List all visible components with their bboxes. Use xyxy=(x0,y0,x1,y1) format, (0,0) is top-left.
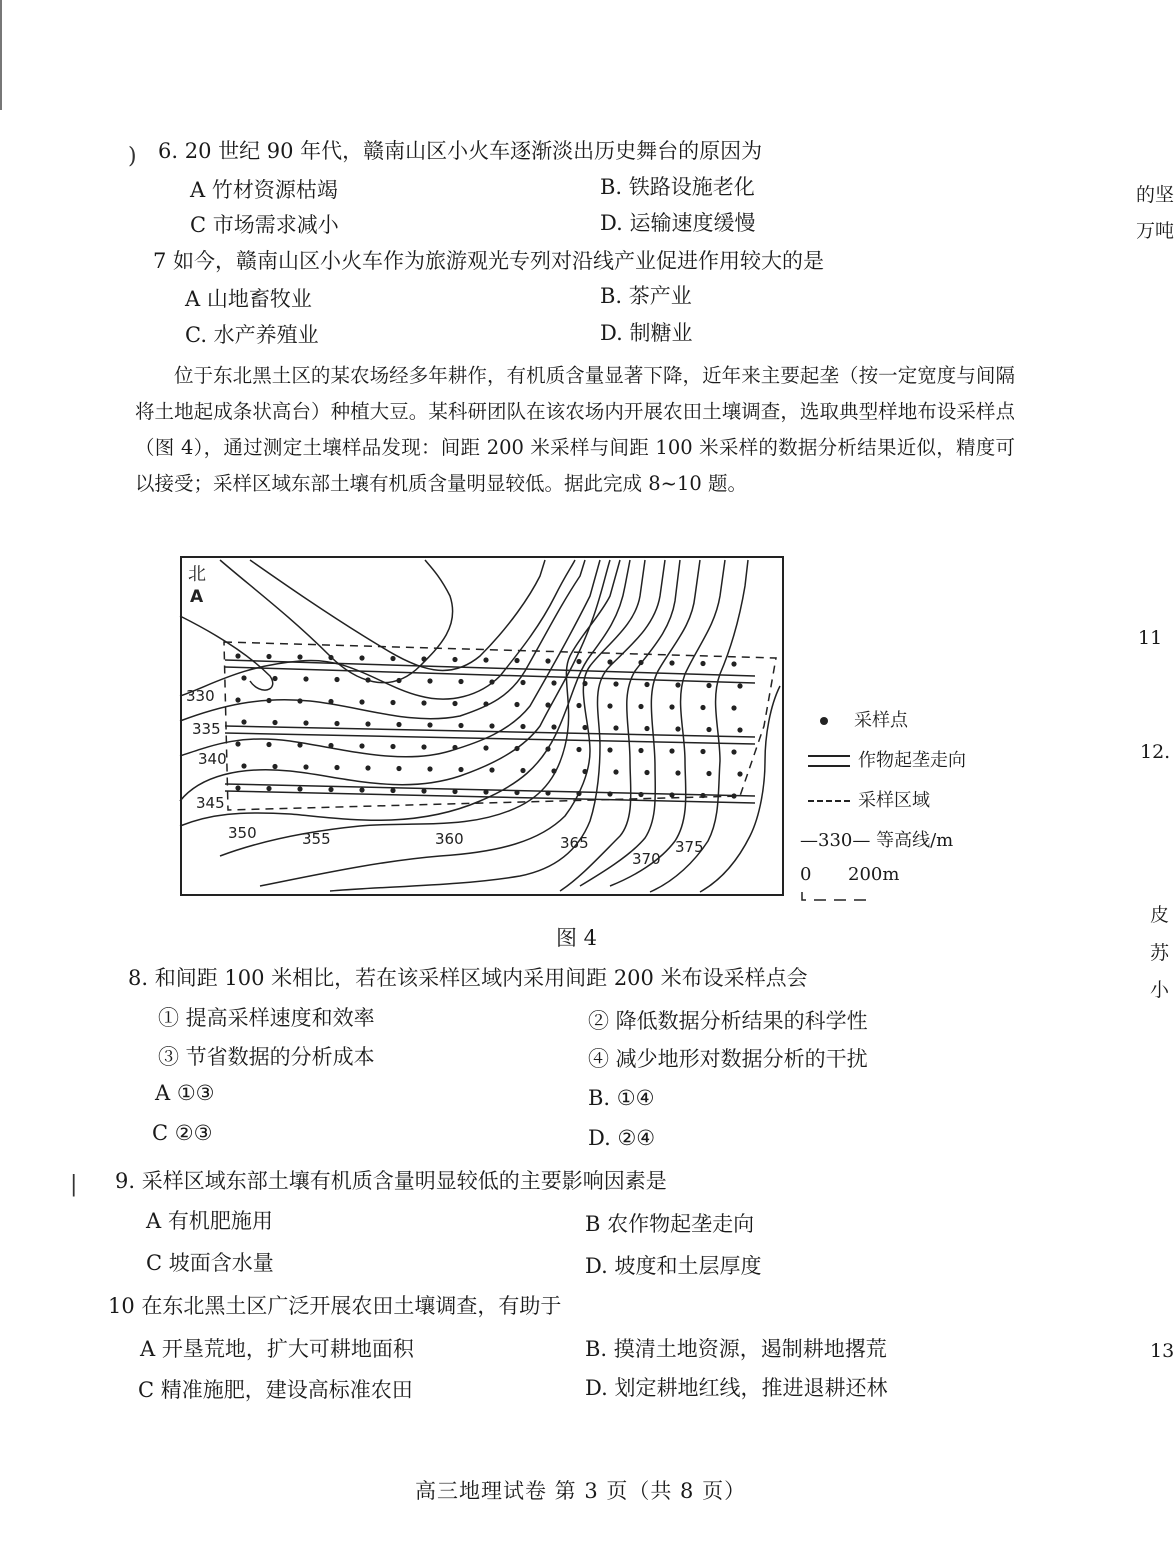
sample-point xyxy=(235,653,240,658)
sample-point xyxy=(551,724,556,729)
question-6-stem: 6. 20 世纪 90 年代，赣南山区小火车逐渐淡出历史舞台的原因为 xyxy=(158,139,763,163)
sample-point xyxy=(545,702,550,707)
sample-point xyxy=(638,748,643,753)
ridge-icon xyxy=(808,755,850,767)
sample-point xyxy=(452,657,457,662)
sample-point xyxy=(551,768,556,773)
sample-point xyxy=(365,677,370,682)
sample-point xyxy=(551,680,556,685)
q6-option-a[interactable]: A 竹材资源枯竭 xyxy=(190,178,338,202)
sample-point xyxy=(514,746,519,751)
q6-option-d[interactable]: D. 运输速度缓慢 xyxy=(600,211,756,235)
sample-point xyxy=(582,725,587,730)
q8-option-a[interactable]: A ①③ xyxy=(155,1081,215,1105)
sample-point xyxy=(737,727,742,732)
edge-fragment: 11 xyxy=(1138,627,1163,649)
sample-point xyxy=(427,766,432,771)
sample-point xyxy=(545,790,550,795)
sample-point xyxy=(297,742,302,747)
sample-point xyxy=(731,749,736,754)
sample-point xyxy=(607,791,612,796)
sample-point xyxy=(427,722,432,727)
passage-text: 位于东北黑土区的某农场经多年耕作，有机质含量显著下降，近年来主要起垄（按一定宽度与间隔将土地起成条状高台）种植大豆。某科研团队在该农场内开展农田土壤调查，选取典型样地布设采样点（图 4），通过测定土壤样品发现：间距 200 米采样与间距 100 米采样的数据分析结果近似，精度可以接受；采样区域东部土壤有机质含量明显较低。据此完成 8~10 题。 xyxy=(135,364,1015,495)
contour-label: 345 xyxy=(196,794,225,812)
contour-label: 375 xyxy=(675,838,704,856)
q9-option-c[interactable]: C 坡面含水量 xyxy=(146,1251,274,1275)
sample-point xyxy=(737,771,742,776)
sample-point xyxy=(545,746,550,751)
passage xyxy=(135,358,1015,502)
question-8-stem: 8. 和间距 100 米相比，若在该采样区域内采用间距 200 米布设采样点会 xyxy=(128,966,808,990)
edge-fragment: 12. xyxy=(1140,741,1171,763)
sample-point xyxy=(706,683,711,688)
sample-point xyxy=(520,768,525,773)
sample-point xyxy=(607,659,612,664)
sample-point xyxy=(514,658,519,663)
contour-label: 350 xyxy=(228,824,257,842)
contour-label: 330 xyxy=(186,687,215,705)
sample-point xyxy=(731,661,736,666)
legend-area: 采样区域 xyxy=(808,786,930,812)
sample-point xyxy=(644,770,649,775)
sample-point xyxy=(452,701,457,706)
legend-ridge: 作物起垄走向 xyxy=(808,746,966,772)
sample-point xyxy=(514,702,519,707)
map-legend xyxy=(800,700,1000,910)
sample-point xyxy=(390,744,395,749)
contour-label: 365 xyxy=(560,834,589,852)
sample-point xyxy=(489,767,494,772)
sample-point xyxy=(700,793,705,798)
sample-point xyxy=(359,655,364,660)
sample-point xyxy=(520,724,525,729)
sample-point xyxy=(483,657,488,662)
sample-point xyxy=(483,789,488,794)
edge-fragment: 13 xyxy=(1150,1340,1174,1362)
sample-point xyxy=(489,723,494,728)
sample-point xyxy=(582,769,587,774)
question-9-stem: 9. 采样区域东部土壤有机质含量明显较低的主要影响因素是 xyxy=(115,1169,667,1193)
sample-point xyxy=(458,767,463,772)
sample-point xyxy=(297,654,302,659)
sample-point xyxy=(613,681,618,686)
q6-option-b[interactable]: B. 铁路设施老化 xyxy=(600,175,755,199)
sample-point xyxy=(706,771,711,776)
scale-bar-icon xyxy=(800,890,870,902)
question-7-stem: 7 如今，赣南山区小火车作为旅游观光专列对沿线产业促进作用较大的是 xyxy=(153,249,825,273)
sample-point xyxy=(644,682,649,687)
legend-sample-point: 采样点 xyxy=(820,706,908,732)
sample-point xyxy=(452,789,457,794)
sample-point xyxy=(359,743,364,748)
sample-point xyxy=(483,701,488,706)
sample-point xyxy=(334,721,339,726)
sample-point xyxy=(675,770,680,775)
q8-statement-2: ② 降低数据分析结果的科学性 xyxy=(588,1009,868,1033)
sample-point xyxy=(458,679,463,684)
sample-point xyxy=(731,705,736,710)
sample-point xyxy=(297,698,302,703)
sample-point xyxy=(483,745,488,750)
q9-option-b[interactable]: B 农作物起垄走向 xyxy=(585,1212,755,1236)
sample-point xyxy=(421,788,426,793)
sample-point xyxy=(613,769,618,774)
sample-point xyxy=(241,675,246,680)
sample-point xyxy=(303,764,308,769)
sample-point xyxy=(272,764,277,769)
sample-point xyxy=(235,741,240,746)
sample-point xyxy=(607,703,612,708)
edge-fragment: 万吨 xyxy=(1136,220,1174,242)
sample-point xyxy=(675,682,680,687)
page-edge-shadow xyxy=(0,0,2,110)
sample-point xyxy=(390,700,395,705)
sample-point xyxy=(638,704,643,709)
sample-point xyxy=(266,786,271,791)
sample-point xyxy=(241,763,246,768)
sample-point xyxy=(669,748,674,753)
question-10-stem: 10 在东北黑土区广泛开展农田土壤调查，有助于 xyxy=(108,1294,562,1318)
sample-point xyxy=(297,786,302,791)
contour-label: 335 xyxy=(192,720,221,738)
sample-point xyxy=(576,791,581,796)
figure-caption: 图 4 xyxy=(556,926,598,950)
sample-point xyxy=(365,765,370,770)
sample-point xyxy=(396,766,401,771)
sample-point xyxy=(396,722,401,727)
sample-point xyxy=(489,679,494,684)
legend-scale-zero: 0 xyxy=(800,864,812,885)
sample-point xyxy=(235,697,240,702)
q10-option-d[interactable]: D. 划定耕地红线，推进退耕还林 xyxy=(585,1376,888,1400)
sample-point xyxy=(669,792,674,797)
sample-point xyxy=(700,661,705,666)
sample-point xyxy=(669,660,674,665)
q10-option-c[interactable]: C 精准施肥，建设高标准农田 xyxy=(138,1378,413,1402)
sample-point xyxy=(272,676,277,681)
q7-option-d[interactable]: D. 制糖业 xyxy=(600,321,693,345)
q9-option-a[interactable]: A 有机肥施用 xyxy=(146,1209,273,1233)
q8-option-b[interactable]: B. ①④ xyxy=(588,1086,655,1110)
sample-point xyxy=(390,788,395,793)
sample-point xyxy=(700,705,705,710)
sample-point xyxy=(328,743,333,748)
sample-point xyxy=(359,699,364,704)
sample-point xyxy=(458,723,463,728)
sample-point xyxy=(328,699,333,704)
margin-mark: | xyxy=(70,1172,78,1197)
sample-point xyxy=(700,749,705,754)
q8-statement-1: ① 提高采样速度和效率 xyxy=(158,1006,375,1030)
sample-point xyxy=(303,676,308,681)
contour-label: 370 xyxy=(632,850,661,868)
sample-point xyxy=(576,703,581,708)
sample-point xyxy=(396,678,401,683)
sample-point xyxy=(638,660,643,665)
q8-option-d[interactable]: D. ②④ xyxy=(588,1126,656,1150)
contour-label: 340 xyxy=(198,750,227,768)
q10-option-a[interactable]: A 开垦荒地，扩大可耕地面积 xyxy=(140,1337,414,1361)
sample-point xyxy=(390,656,395,661)
sample-point xyxy=(272,720,277,725)
sample-point-icon xyxy=(820,717,828,725)
sample-point xyxy=(545,658,550,663)
north-label: 北 xyxy=(188,564,206,585)
dashed-line-icon xyxy=(808,800,850,802)
sample-point xyxy=(520,680,525,685)
contour-label: 355 xyxy=(302,830,331,848)
page-footer: 高三地理试卷 第 3 页（共 8 页） xyxy=(415,1479,747,1503)
sample-point xyxy=(644,726,649,731)
sample-point xyxy=(365,721,370,726)
north-arrow-icon: A xyxy=(190,587,204,607)
sample-point xyxy=(328,655,333,660)
margin-mark: ) xyxy=(128,144,137,169)
sample-point xyxy=(421,700,426,705)
sample-point xyxy=(266,698,271,703)
sample-point xyxy=(421,656,426,661)
edge-fragment: 的坚 xyxy=(1136,184,1174,206)
sample-point xyxy=(669,704,674,709)
contour-label: 360 xyxy=(435,830,464,848)
sample-point xyxy=(266,742,271,747)
sample-point xyxy=(334,765,339,770)
sample-point xyxy=(334,677,339,682)
sample-point xyxy=(731,793,736,798)
sample-point xyxy=(266,654,271,659)
legend-scale-dist: 200m xyxy=(848,864,900,885)
sample-point xyxy=(235,785,240,790)
contour-map xyxy=(180,556,784,896)
edge-fragment: 小 xyxy=(1150,979,1170,1001)
sample-point xyxy=(241,719,246,724)
q10-option-b[interactable]: B. 摸清土地资源，遏制耕地撂荒 xyxy=(585,1337,887,1361)
sample-point xyxy=(607,747,612,752)
sample-point xyxy=(421,744,426,749)
q7-option-b[interactable]: B. 茶产业 xyxy=(600,284,692,308)
sample-point xyxy=(582,681,587,686)
sample-point xyxy=(613,725,618,730)
edge-fragment: 苏 xyxy=(1150,942,1170,964)
sample-point xyxy=(576,659,581,664)
q8-option-c[interactable]: C ②③ xyxy=(152,1121,213,1145)
sample-point xyxy=(514,790,519,795)
sample-point xyxy=(638,792,643,797)
q9-option-d[interactable]: D. 坡度和土层厚度 xyxy=(585,1254,762,1278)
q8-statement-3: ③ 节省数据的分析成本 xyxy=(158,1045,375,1069)
sample-point xyxy=(452,745,457,750)
edge-fragment: 皮 xyxy=(1150,904,1170,926)
sample-point xyxy=(427,678,432,683)
sample-point xyxy=(359,787,364,792)
sample-point xyxy=(576,747,581,752)
sample-point xyxy=(328,787,333,792)
q6-option-c[interactable]: C 市场需求减小 xyxy=(190,213,339,237)
q7-option-a[interactable]: A 山地畜牧业 xyxy=(185,287,312,311)
q8-statement-4: ④ 减少地形对数据分析的干扰 xyxy=(588,1047,868,1071)
sample-point xyxy=(303,720,308,725)
legend-contour: —330— 等高线/m xyxy=(800,830,954,851)
q7-option-c[interactable]: C. 水产养殖业 xyxy=(185,323,319,347)
contour-map-svg xyxy=(180,556,784,896)
sample-point xyxy=(706,727,711,732)
sample-point xyxy=(675,726,680,731)
sample-point xyxy=(737,683,742,688)
